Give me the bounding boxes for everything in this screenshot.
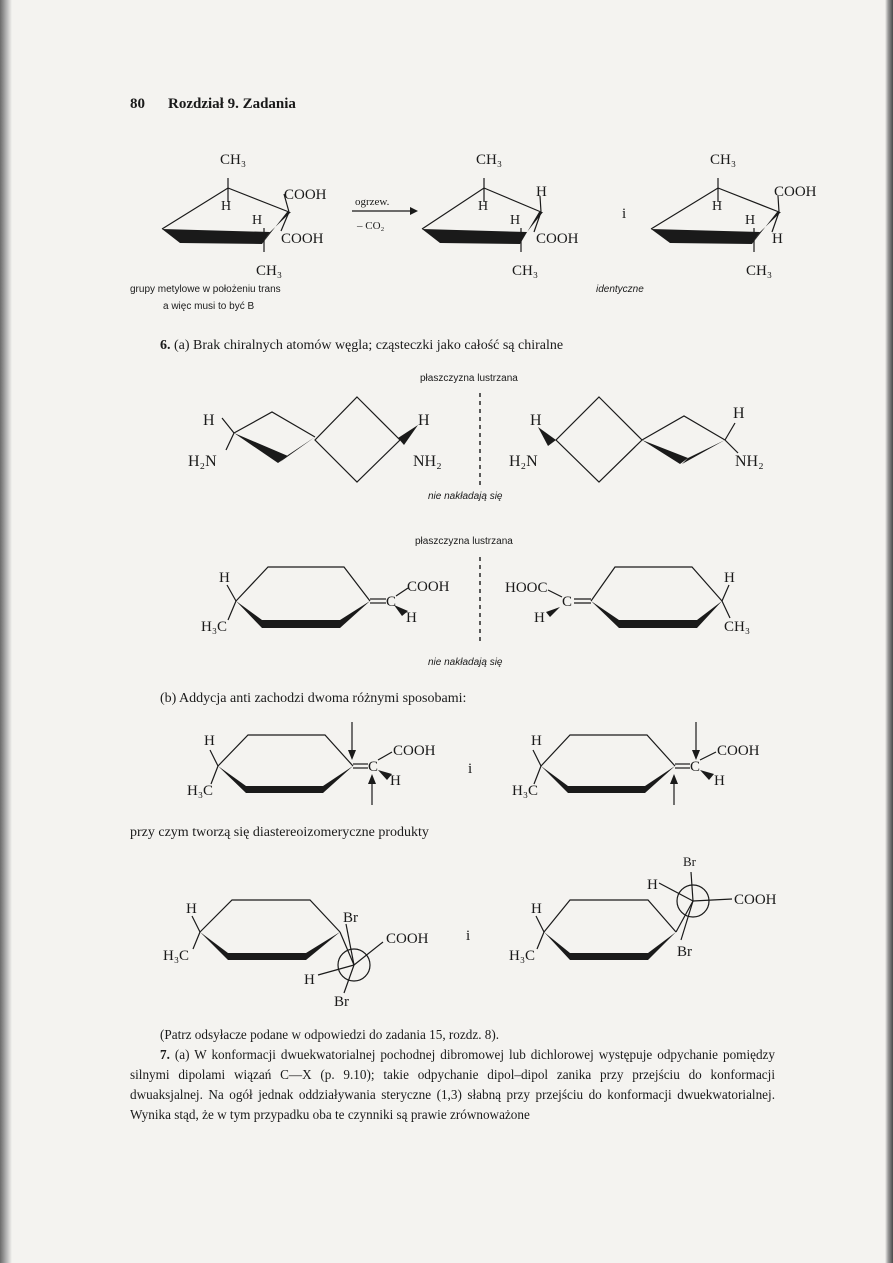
h-label: H [204,733,215,749]
cooh-label: COOH [386,931,429,947]
ch3-bottom: CH₃ [256,263,283,279]
h-label: H [714,773,725,789]
ch3-top: CH₃ [220,152,247,168]
conjunction: i [622,206,627,222]
carbon-label: C [690,759,701,775]
products-text: przy czym tworzą się diastereoizomeryczne produkty [130,825,429,840]
h-label: H [536,184,547,200]
item7-text: (a) W konformacji dwuekwatorialnej pochodnej dibromowej lub dichlorowej występuje odpychanie pomiędzy silnymi dipolami wiązań C—X (p. 9.10); takie odpychanie dipol–dipol zanika przy przejściu do konformacji dwuaksjalnej. Na ogół jednak oddziaływania steryczne (1,3) słabną przy przejściu do konformacji dwuekwatorialnej. Wynika stąd, że w tym przypadku oba te czynniki są prawie zrównoważone [130,1047,775,1122]
conjunction: i [466,928,471,944]
cooh-label: COOH [717,743,760,759]
h3c-label: H₃C [163,948,190,964]
h-label: H [772,231,783,247]
conjunction: i [468,761,473,777]
carbon-label: C [386,594,397,610]
note-trans: grupy metylowe w położeniu trans [130,284,281,295]
ch3-top: CH₃ [476,152,503,168]
h3c-label: H₃C [201,619,228,635]
reference-text: (Patrz odsyłacze podane w odpowiedzi do zadania 15, rozdz. 8). [160,1027,500,1042]
part-b-text: (b) Addycja anti zachodzi dwoma różnymi sposobami: [160,691,467,706]
br-label: Br [677,944,692,960]
h-label: H [745,213,756,228]
page-number: 80 [130,96,145,112]
note-must-be-b: a więc musi to być B [163,301,255,312]
mirror-plane-label: płaszczyzna lustrzana [420,373,518,384]
h-label: H [406,610,417,626]
h-label: H [534,610,545,626]
br-label: Br [343,910,358,926]
arrow-condition: ogrzew. [355,196,390,208]
nh2-label: NH₂ [735,453,764,470]
chapter-title: Rozdział 9. Zadania [168,96,296,112]
h-label: H [390,773,401,789]
item-number: 7. [160,1047,170,1062]
item-number: 6. [160,338,171,353]
note-not-superimposable: nie nakładają się [428,491,503,502]
ch3-bottom: CH₃ [746,263,773,279]
cooh-label: COOH [407,579,450,595]
cooh-label: COOH [284,187,327,203]
h-label: H [531,901,542,917]
h-label: H [219,570,230,586]
item6-heading: (a) Brak chiralnych atomów węgla; cząsteczki jako całość są chiralne [174,338,564,353]
mirror-plane-label: płaszczyzna lustrzana [415,536,513,547]
ch3-label: CH₃ [724,619,751,635]
arrow-byproduct: – CO₂ [357,220,385,232]
h3c-label: H₃C [512,783,539,799]
h-label: H [712,199,723,214]
h3c-label: H₃C [509,948,536,964]
h-label: H [186,901,197,917]
h-label: H [733,405,745,422]
h-label: H [252,213,263,228]
h2n-label: H₂N [509,453,538,470]
cooh-label: COOH [536,231,579,247]
ch3-top: CH₃ [710,152,737,168]
h-label: H [647,877,658,893]
h-label: H [530,412,542,429]
carbon-label: C [562,594,573,610]
h-label: H [724,570,735,586]
br-label: Br [683,854,696,869]
cooh-label: COOH [281,231,324,247]
cooh-label: COOH [774,184,817,200]
h-label: H [418,412,430,429]
cooh-label: COOH [393,743,436,759]
hooc-label: HOOC [505,580,548,596]
h-label: H [221,199,232,214]
h2n-label: H₂N [188,453,217,470]
carbon-label: C [368,759,379,775]
h-label: H [203,412,215,429]
note-not-superimposable: nie nakładają się [428,657,503,668]
h3c-label: H₃C [187,783,214,799]
ch3-bottom: CH₃ [512,263,539,279]
nh2-label: NH₂ [413,453,442,470]
h-label: H [531,733,542,749]
h-label: H [304,972,315,988]
cooh-label: COOH [734,892,777,908]
br-label: Br [334,994,349,1010]
h-label: H [478,199,489,214]
h-label: H [510,213,521,228]
note-identical: identyczne [596,284,644,295]
